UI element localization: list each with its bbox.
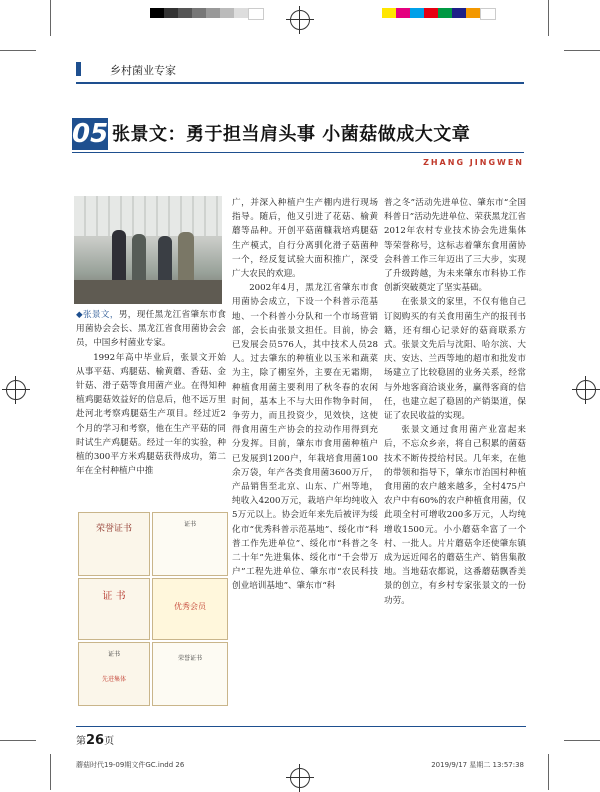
trim-mark <box>0 50 36 51</box>
paragraph: 张景文通过食用菌产业富起来后，不忘众乡亲，将自己积累的菌菇技术不断传授给村民。几年来，在他的带领和指导下，肇东市治国村种植食用菌的农户越来越多，全村475户农户中有60%的农户种植食用菌，仅此项全村可增收200多万元，人均纯增收1500元。小小蘑菇伞富了一个村、一批人。片片蘑菇伞还使肇东镇成为远近闻名的蘑菇生产、销售集散地。当地菇农都说，这番蘑菇飘香美景的创立，有乡村专家张景文的一份功劳。 <box>384 425 526 606</box>
paragraph: 在张景文的家里，不仅有他自己订阅购买的有关食用菌生产的报刊书籍，还有细心记录好的菇商联系方式。张景文先后与沈阳、哈尔滨、大庆、安达、兰西等地的超市和批发市场建立了比较稳固的业务关系，经常与外地客商洽谈业务，赢得客商的信任，也建立起了稳固的产销渠道，保证了农民收益的实现。 <box>384 297 526 422</box>
trim-mark <box>50 0 51 36</box>
paragraph: 广，并深入种植户生产棚内进行现场指导。随后，他又引进了花菇、榆黄蘑等品种。开创平菇菌糠栽培鸡腿菇生产模式，自行分离驯化滑子菇菌种一个，经反复试验大面积推广，深受广大农民的欢迎。 <box>232 198 378 280</box>
section-label: 乡村菌业专家 <box>110 64 176 77</box>
footer-date: 2019/9/17 星期二 13:57:38 <box>431 761 524 769</box>
column-1 <box>76 308 226 478</box>
trim-mark <box>564 740 600 741</box>
certificate-image: 荣誉证书 <box>152 642 228 706</box>
registration-mark-top <box>290 10 310 30</box>
certificate-image: 证书 先进集体 <box>78 642 150 706</box>
page-number: 第26页 <box>76 733 115 748</box>
pinyin-name: ZHANG JINGWEN <box>423 158 524 167</box>
section-marker <box>76 62 81 76</box>
certificate-image: 证书 <box>152 512 228 576</box>
trim-mark <box>564 50 600 51</box>
trim-mark <box>0 740 36 741</box>
certificate-image: 荣誉证书 <box>78 512 150 576</box>
paragraph: 2002年4月，黑龙江省肇东市食用菌协会成立，下设一个科普示范基地、一个科普小分队和一个市场营销部，会长由张景文担任。目前，协会已发展会员576人，其中技术人员28人。过去肇东的种植业以玉米和蔬菜为主，除了棚室外，主要在无霜期，种植食用菌主要利用了秋冬春的农闲时间，基本上不与大田作物争时间，争劳力，而且投资少，见效快，这使得食用菌生产协会的拉动作用得到充分发挥。目前，肇东市食用菌种植户已发展到1200户，年栽培食用菌100余万袋，年产各类食用菌3600万斤，产品销售至北京、山东、广州等地，纯收入4200万元，栽培户年均纯收入5万元以上。协会近年来先后被评为绥化市“优秀科普示范基地”、绥化市“科普工作先进单位”、绥化市“科普之冬二十年”先进集体、绥化市“千会带万户”工程先进单位、肇东市“农民科技创业培训基地”、肇东市“科 <box>232 283 378 592</box>
certificate-image: 证 书 <box>78 578 150 640</box>
footer-rule <box>76 726 526 727</box>
trim-mark <box>548 0 549 36</box>
trim-mark <box>548 754 549 790</box>
footer-file: 蘑菇时代19-09期文件GC.indd 26 <box>76 761 185 769</box>
headline-rule <box>72 152 524 153</box>
color-bar-right <box>382 8 496 18</box>
color-bar <box>150 8 264 18</box>
lead-name: ◆张景文， <box>76 310 119 320</box>
registration-mark-right <box>576 380 596 400</box>
paragraph: 1992年高中毕业后，张景文开始从事平菇、鸡腿菇、榆黄蘑、香菇、金针菇、滑子菇等食用菌产业。在得知种植鸡腿菇效益好的信息后，他不远万里赴河北考察鸡腿菇生产项目。经过近2个月的学习和考察，他在生产平菇的同时试生产鸡腿菇。经过一年的实验，种植的300平方米鸡腿菇获得成功，第二年在全村种植户中推 <box>76 352 226 477</box>
paragraph: 普之冬”活动先进单位、肇东市“全国科普日”活动先进单位、荣获黑龙江省2012年农村专业技术协会先进集体等荣誉称号，这标志着肇东食用菌协会科普工作三年迈出了三大步，实现了升级跨越，为未来肇东市科协工作创新突破奠定了坚实基础。 <box>384 198 526 294</box>
column-2 <box>232 196 378 594</box>
headline: 张景文：勇于担当肩头事 小菌菇做成大文章 <box>112 124 471 145</box>
registration-mark-left <box>6 380 26 400</box>
field-visit-photo <box>74 196 222 304</box>
trim-mark <box>50 754 51 790</box>
certificate-image: 优秀会员 <box>152 578 228 640</box>
column-3 <box>384 196 526 608</box>
article-number: 05 <box>72 119 109 149</box>
lead-paragraph: 男，现任黑龙江省肇东市食用菌协会会长、黑龙江省食用菌协会会员，中国乡村菌业专家。 <box>76 310 226 349</box>
section-rule <box>76 82 524 84</box>
registration-mark-bottom <box>290 768 310 788</box>
